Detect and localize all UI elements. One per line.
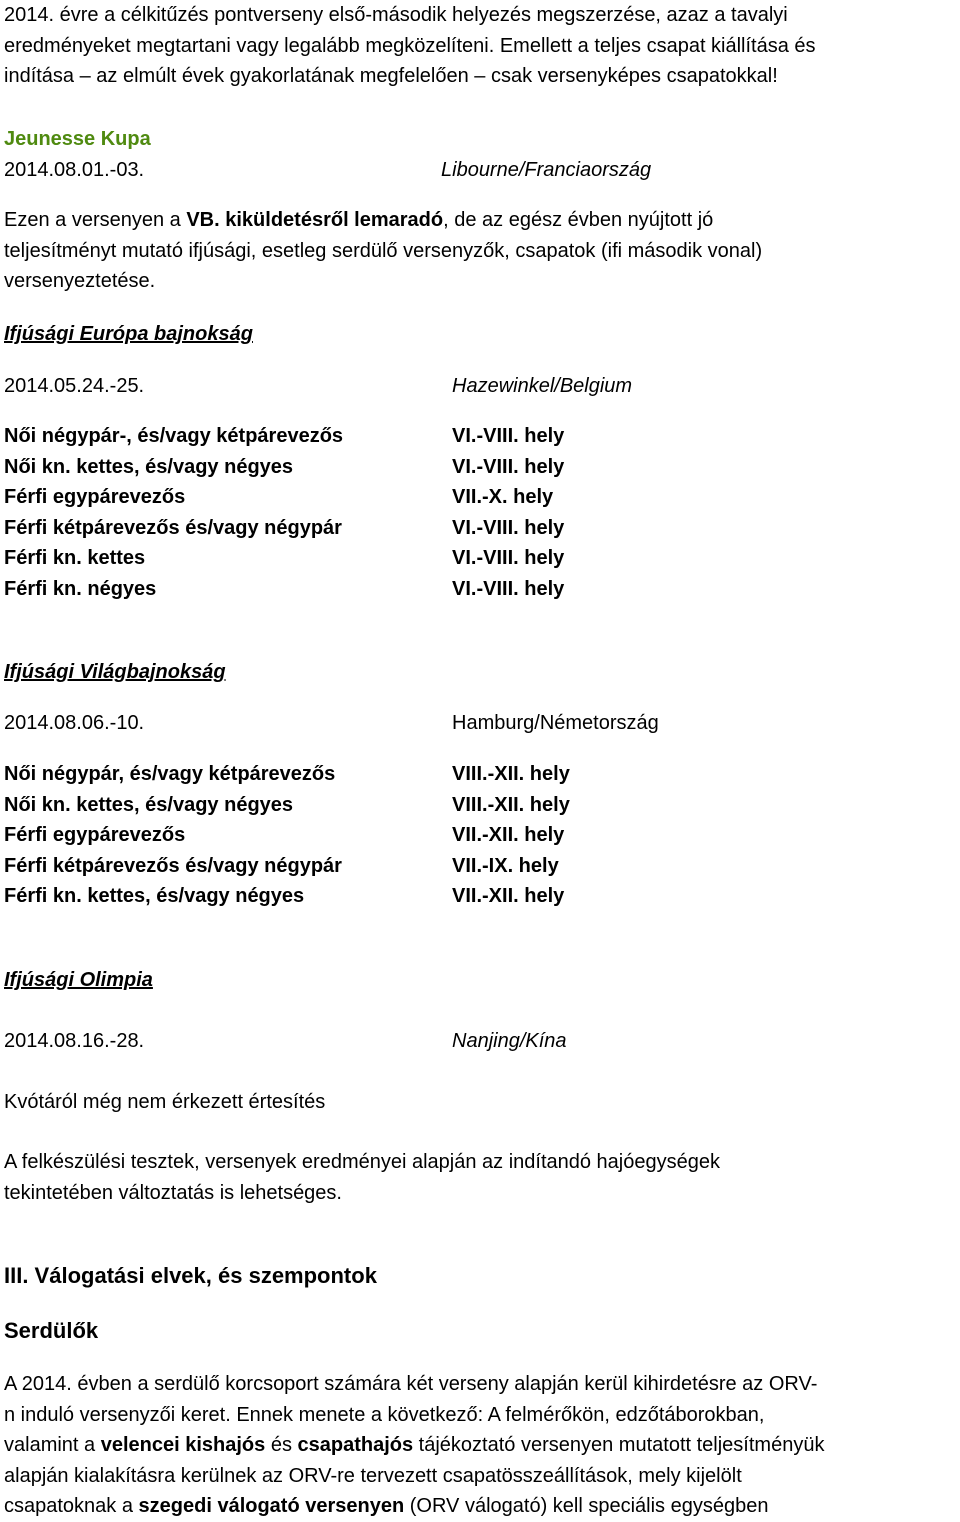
l3-c: és: [265, 1434, 298, 1456]
vb-title: Ifjúsági Világbajnokság: [4, 661, 226, 683]
l5-a: csapatoknak a: [4, 1495, 139, 1517]
vb-event-list: [4, 759, 342, 912]
eb-event-place: VI.-VIII. hely: [452, 547, 565, 569]
section-line-2: n induló versenyzői keret. Ennek menete a következő: A felmérőkön, edzőtáborokban,: [4, 1403, 765, 1426]
olimpia-date: 2014.08.16.-28.: [4, 1030, 145, 1052]
section-line-4: alapján kialakításra kerülnek az ORV-re tervezett csapatösszeállítások, mely kijelölt: [4, 1464, 742, 1487]
vb-event-name: Női négypár, és/vagy kétpárevezős: [4, 763, 336, 785]
jeunesse-description: [4, 205, 956, 297]
l3-a: valamint a: [4, 1434, 101, 1456]
olimpia-note: Kvótáról még nem érkezett értesítés: [4, 1091, 326, 1113]
l3-b: velencei kishajós: [100, 1434, 266, 1456]
eb-event-place: VI.-VIII. hely: [452, 425, 565, 447]
section-paragraph: [4, 1369, 956, 1522]
jeunesse-place: Libourne/Franciaország: [441, 159, 652, 181]
eb-title: Ifjúsági Európa bajnokság: [4, 323, 253, 345]
section-line-5: [4, 1491, 956, 1522]
intro-line-3: indítása – az elmúlt évek gyakorlatának megfelelően – csak versenyképes csapatokkal!: [4, 65, 778, 87]
vb-event-place: VII.-XII. hely: [452, 824, 565, 846]
eb-event-list: [4, 421, 343, 604]
vb-event-name: Férfi kétpárevezős és/vagy négypár: [4, 854, 342, 877]
l5-c: (ORV válogató) kell speciális egységben: [404, 1495, 769, 1517]
eb-event-place: VI.-VIII. hely: [452, 455, 565, 478]
desc-post: , de az egész évben nyújtott jó: [443, 209, 714, 231]
eb-event-place: VI.-VIII. hely: [452, 577, 565, 600]
vb-event-name: Női kn. kettes, és/vagy négyes: [4, 793, 294, 816]
eb-event-name: Női kn. kettes, és/vagy négyes: [4, 455, 294, 478]
vb-place: Hamburg/Németország: [452, 712, 659, 734]
eb-event-name: Női négypár-, és/vagy kétpárevezős: [4, 425, 344, 447]
jeunesse-desc-line-2: teljesítményt mutató ifjúsági, esetleg serdülő versenyzők, csapatok (ifi második vonal): [4, 239, 763, 262]
eb-event-place: VI.-VIII. hely: [452, 516, 565, 539]
eb-event-name: Férfi kn. négyes: [4, 577, 157, 600]
l5-b: szegedi válogató versenyen: [138, 1495, 405, 1517]
jeunesse-title: Jeunesse Kupa: [4, 128, 151, 150]
vb-event-name: Férfi egypárevezős: [4, 824, 186, 846]
eb-date: 2014.05.24.-25.: [4, 375, 145, 397]
jeunesse-date: 2014.08.01.-03.: [4, 159, 145, 181]
l3-e: tájékoztató versenyen mutatott teljesítményük: [413, 1434, 825, 1456]
section-subheading: Serdülők: [4, 1318, 99, 1343]
intro-paragraph: [4, 0, 956, 92]
section-line-3: [4, 1430, 956, 1461]
section-line-1: A 2014. évben a serdülő korcsoport számára két verseny alapján kerül kihirdetésre az ORV-: [4, 1373, 818, 1395]
vb-event-place: VII.-IX. hely: [452, 854, 559, 877]
jeunesse-desc-line-1: [4, 205, 956, 236]
eb-place-list: [452, 421, 564, 604]
eb-place: Hazewinkel/Belgium: [452, 375, 633, 397]
olimpia-place: Nanjing/Kína: [452, 1030, 567, 1052]
vb-event-place: VIII.-XII. hely: [452, 763, 570, 785]
intro-line-2: eredményeket megtartani vagy legalább megközelíteni. Emellett a teljes csapat kiállítása és: [4, 34, 816, 57]
desc-bold: VB. kiküldetésről lemaradó: [186, 209, 444, 231]
change-note-line-2: tekintetében változtatás is lehetséges.: [4, 1181, 342, 1204]
eb-event-name: Férfi kétpárevezős és/vagy négypár: [4, 516, 342, 539]
intro-line-1: 2014. évre a célkitűzés pontverseny első-második helyezés megszerzése, azaz a tavalyi: [4, 4, 788, 26]
l3-d: csapathajós: [297, 1434, 414, 1456]
desc-pre: Ezen a versenyen a: [4, 209, 187, 231]
vb-event-place: VIII.-XII. hely: [452, 793, 570, 816]
eb-event-name: Férfi kn. kettes: [4, 547, 146, 569]
vb-event-place: VII.-XII. hely: [452, 885, 565, 907]
olimpia-title: Ifjúsági Olimpia: [4, 969, 153, 991]
change-note-paragraph: [4, 1147, 956, 1208]
vb-date: 2014.08.06.-10.: [4, 712, 145, 734]
eb-event-name: Férfi egypárevezős: [4, 486, 186, 508]
eb-event-place: VII.-X. hely: [452, 486, 554, 508]
section-heading: III. Válogatási elvek, és szempontok: [4, 1263, 377, 1288]
jeunesse-desc-line-3: versenyeztetése.: [4, 270, 156, 292]
vb-event-name: Férfi kn. kettes, és/vagy négyes: [4, 885, 305, 907]
change-note-line-1: A felkészülési tesztek, versenyek eredményei alapján az indítandó hajóegységek: [4, 1151, 720, 1173]
vb-place-list: [452, 759, 570, 912]
